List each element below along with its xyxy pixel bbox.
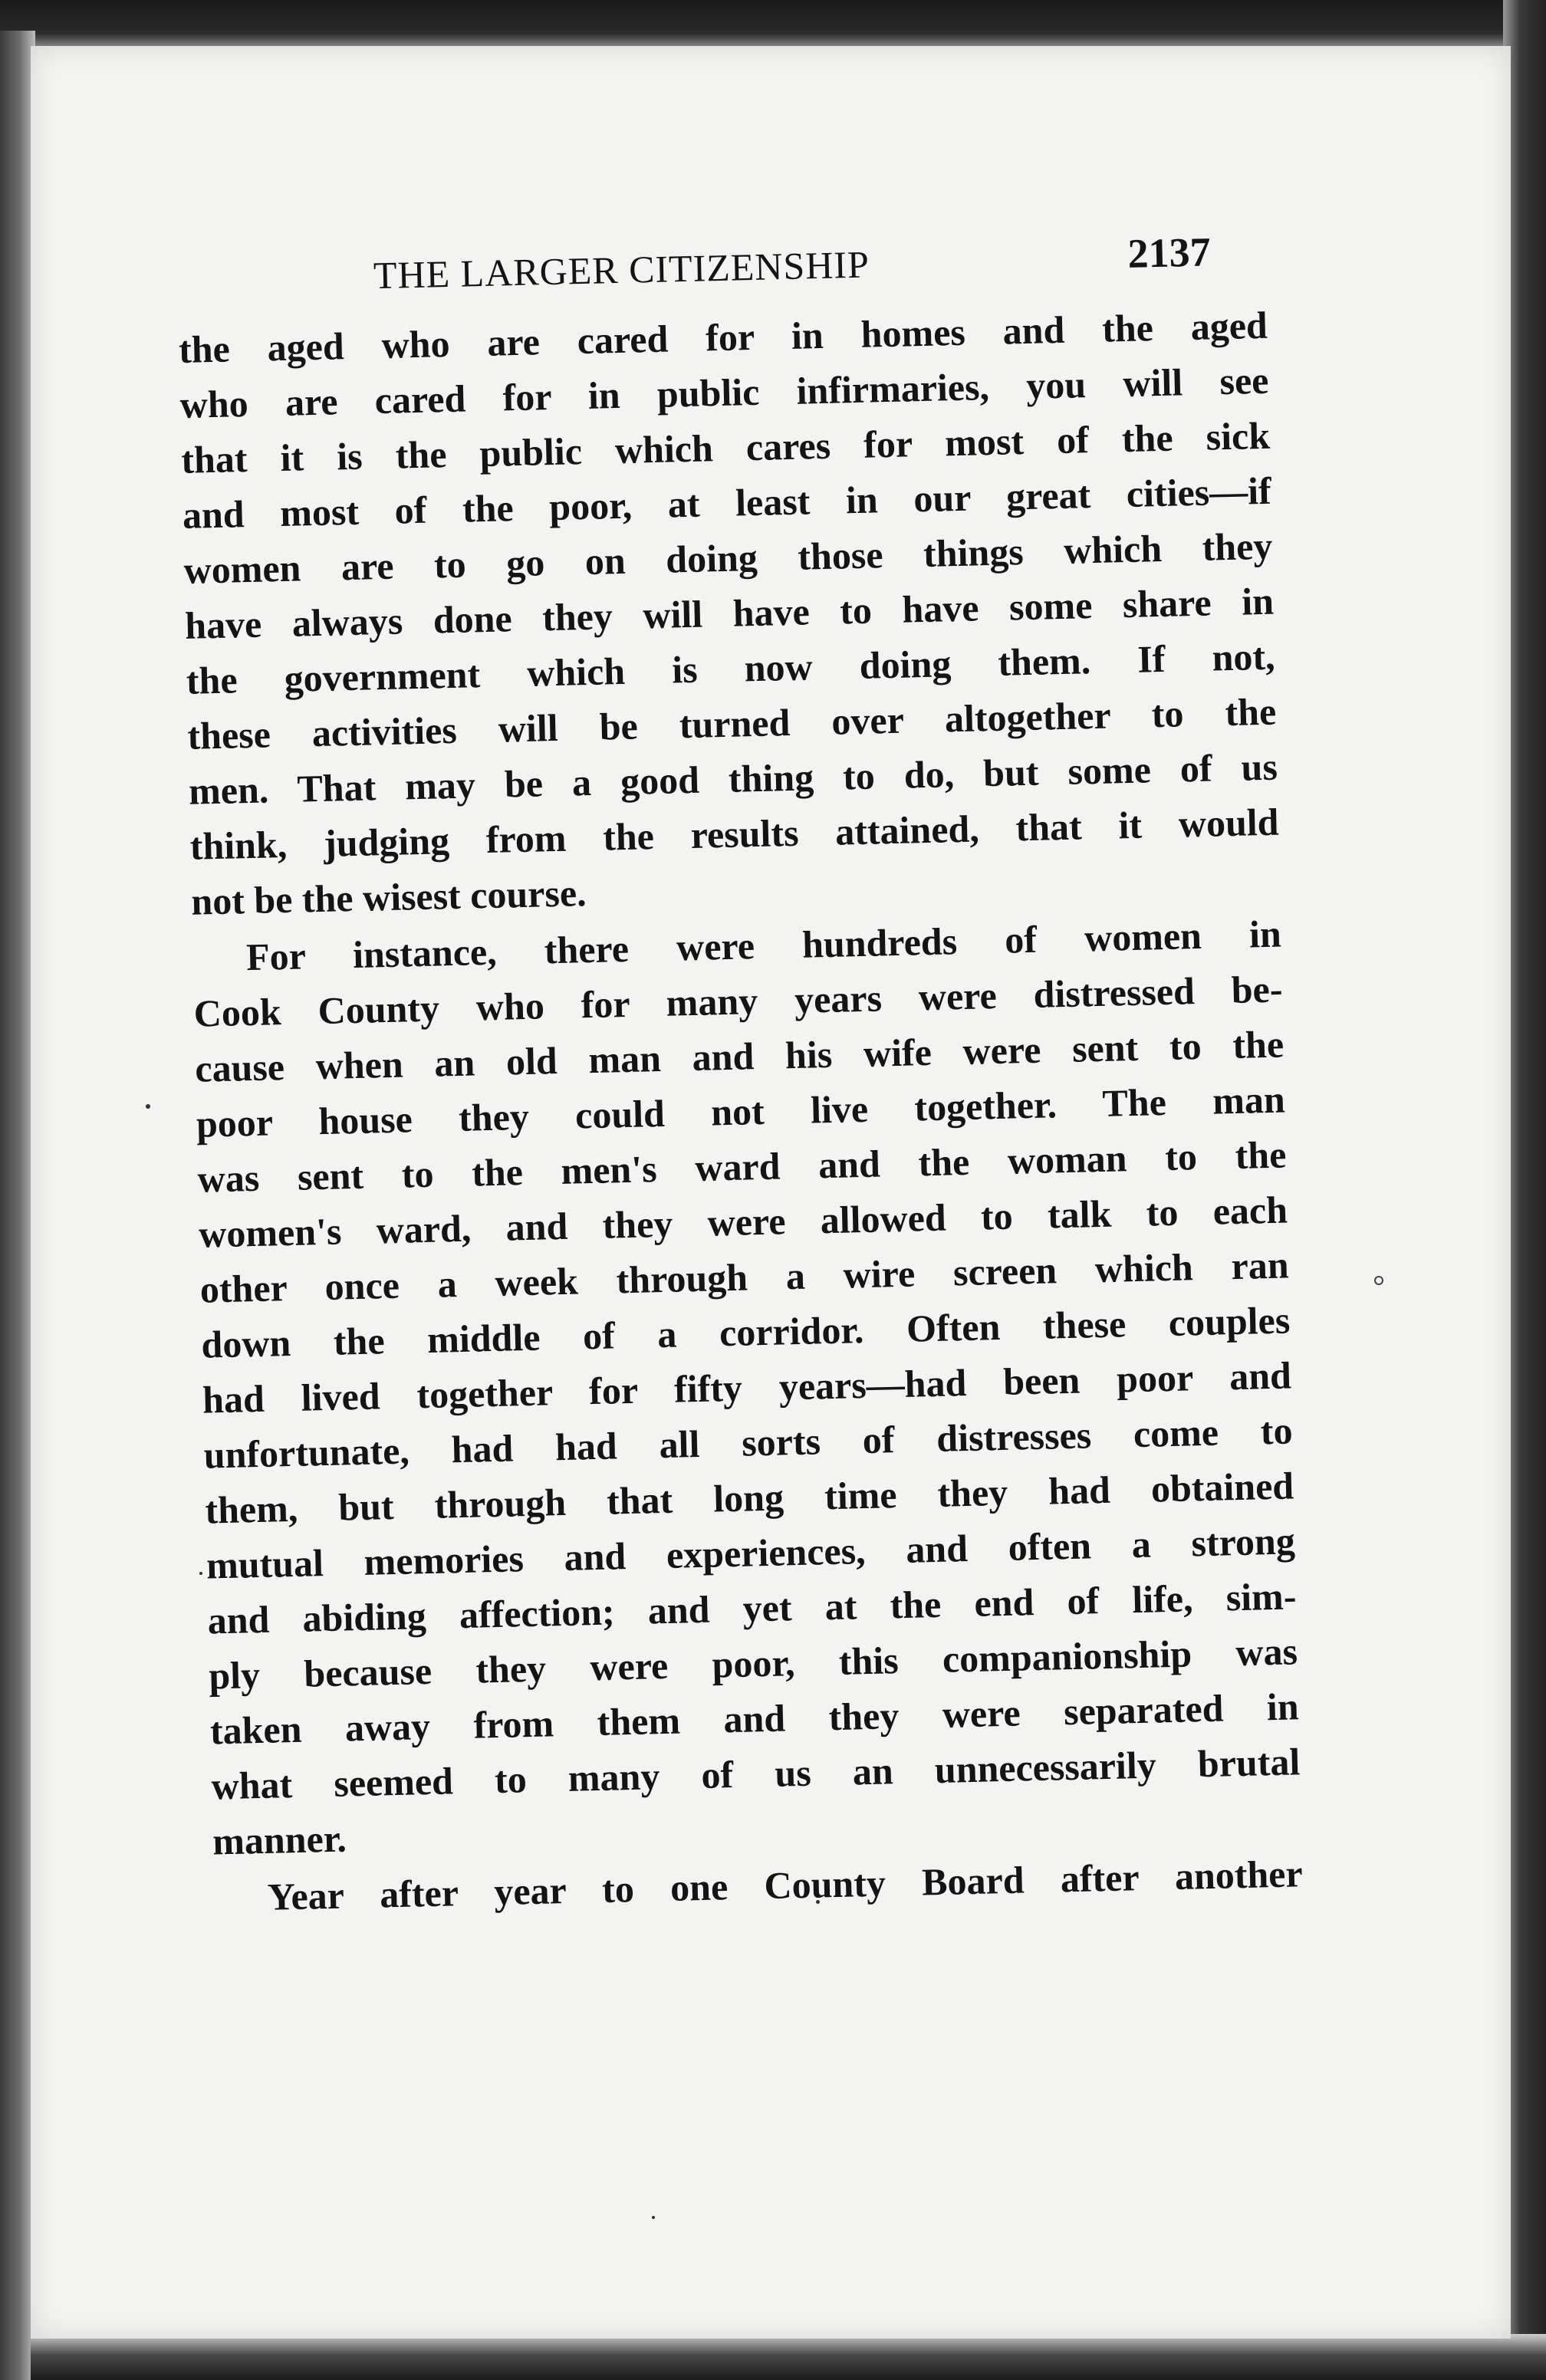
text-line: have always done they will have to have some share in — [184, 579, 1275, 647]
text-line: and abiding affection; and yet at the end of life, sim- — [207, 1574, 1297, 1642]
scan-bottom-edge — [31, 2334, 1546, 2380]
text-line: was sent to the men's ward and the woman to the — [196, 1132, 1287, 1201]
paragraph-1 — [178, 298, 1281, 929]
paper-speck — [146, 1104, 150, 1109]
text-line: cause when an old man and his wife were sent to the — [194, 1022, 1284, 1090]
text-line: taken away from them and they were separated in — [209, 1685, 1300, 1753]
text-line: them, but through that long time they had obtained — [204, 1464, 1294, 1532]
page-number: 2137 — [1127, 228, 1212, 277]
text-line: that it is the public which cares for most of the sick — [180, 413, 1271, 482]
running-title: THE LARGER CITIZENSHIP — [373, 242, 870, 298]
text-line: think, judging from the results attained, that it would — [189, 800, 1280, 868]
text-line: unfortunate, had had all sorts of distresses come to — [203, 1409, 1294, 1477]
text-line: who are cared for in public infirmaries, you will see — [179, 358, 1269, 426]
text-line: Cook County who for many years were distressed be- — [193, 967, 1284, 1035]
text-line: the aged who are cared for in homes and the aged — [178, 303, 1268, 371]
text-line: ply because they were poor, this companionship was — [208, 1629, 1298, 1698]
text-line: For instance, there were hundreds of women in — [245, 912, 1282, 979]
text-line: had lived together for fifty years—had been poor and — [202, 1353, 1292, 1422]
text-line: mutual memories and experiences, and often a strong — [206, 1519, 1296, 1587]
text-line: women's ward, and they were allowed to talk to each — [198, 1188, 1288, 1256]
paper-speck — [1374, 1276, 1383, 1285]
page-text — [176, 221, 1303, 1926]
paper-speck — [199, 1572, 202, 1575]
text-line: not be the wisest course. — [190, 871, 587, 923]
text-line: manner. — [212, 1816, 347, 1863]
scan-top-edge — [0, 0, 1546, 48]
text-line: Year after year to one County Board after another — [267, 1852, 1304, 1918]
text-line: men. That may be a good thing to do, but some of us — [188, 745, 1278, 813]
text-line: these activities will be turned over altogether to the — [186, 689, 1277, 758]
text-line: poor house they could not live together. The man — [196, 1077, 1286, 1146]
text-line: what seemed to many of us an unnecessarily brutal — [210, 1740, 1301, 1808]
text-line: women are to go on doing those things which they — [183, 524, 1273, 592]
text-line: down the middle of a corridor. Often these couples — [200, 1298, 1291, 1366]
paper-speck — [652, 2216, 655, 2219]
paragraph-2 — [192, 906, 1301, 1869]
text-line: and most of the poor, at least in our great cities—if — [182, 468, 1272, 537]
text-line: other once a week through a wire screen which ran — [199, 1243, 1290, 1311]
text-line: the government which is now doing them. If not, — [186, 634, 1276, 702]
